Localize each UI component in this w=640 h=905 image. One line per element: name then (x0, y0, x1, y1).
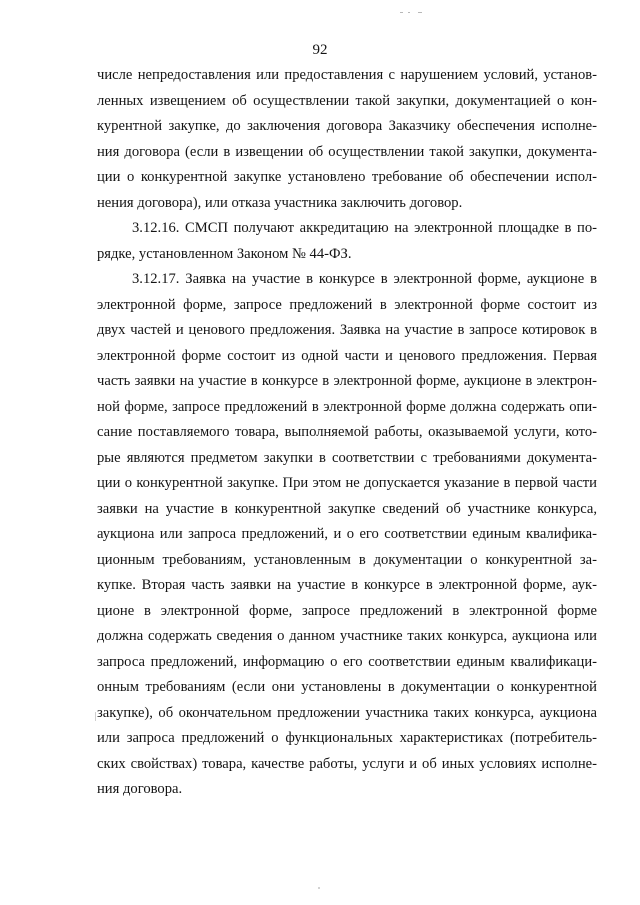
text-line: ленных извещением об осуществлении такой закупки, документацией о кон- (97, 92, 597, 109)
text-line: ционе в электронной форме, запросе предложений в электронной форме (97, 602, 597, 619)
text-line: сание поставляемого товара, выполняемой работы, оказываемой услуги, кото- (97, 424, 597, 440)
text-line: закупке), об окончательном предложении участника таких конкурса, аукциона (97, 704, 597, 721)
text-line-section-3-12-16: 3.12.16. СМСП получают аккредитацию на электронной площадке в по- (132, 220, 597, 236)
text-line: ной форме, запросе предложений в электронной форме должна содержать опи- (97, 398, 597, 415)
text-line: запроса предложений, информацию о его соответствии единым квалификаци- (97, 653, 597, 670)
text-line: двух частей и ценового предложения. Заявка на участие в запросе котировок в (97, 322, 597, 338)
text-line: электронной форме состоит из одной части и ценового предложения. Первая (97, 347, 597, 364)
text-line: ционным требованиям, установленным в документации о конкурентной за- (97, 551, 597, 568)
text-line: ния договора (если в извещении об осуществлении такой закупки, документа- (97, 143, 597, 160)
text-line: рядке, установленном Законом № 44-ФЗ. (97, 245, 352, 262)
text-line: или запроса предложений о функциональных характеристиках (потребитель- (97, 730, 597, 746)
text-line: ских свойствах) товара, качестве работы, услуги и об иных условиях исполне- (97, 755, 597, 772)
text-line: должна содержать сведения о данном участнике таких конкурса, аукциона или (97, 628, 597, 644)
text-line: онным требованиям (если они установлены в документации о конкурентной (97, 679, 597, 695)
text-line: ции о конкурентной закупке установлено требование об обеспечении испол- (97, 169, 597, 185)
page-number: 92 (312, 42, 328, 58)
scan-artifact-margin-tick (95, 712, 96, 721)
text-line: часть заявки на участие в конкурсе в электронной форме, аукционе в электрон- (97, 373, 597, 389)
text-line: курентной закупке, до заключения договора Заказчику обеспечения исполне- (97, 118, 597, 134)
text-line-section-3-12-17: 3.12.17. Заявка на участие в конкурсе в электронной форме, аукционе в (132, 271, 597, 287)
text-line: аукциона или запроса предложений, и о его соответствии единым квалифика- (97, 526, 597, 542)
scan-artifact-dot (318, 887, 320, 889)
text-line: ции о конкурентной закупке. При этом не допускается указание в первой части (97, 475, 597, 491)
body-text (97, 63, 597, 803)
text-line: рые являются предметом закупки в соответствии с требованиями документа- (97, 449, 597, 466)
text-line: заявки на участие в конкурентной закупке сведений об участнике конкурса, (97, 500, 597, 517)
text-line: электронной форме, запросе предложений в электронной форме состоит из (97, 296, 597, 313)
text-line: купке. Вторая часть заявки на участие в конкурсе в электронной форме, аук- (97, 577, 597, 593)
text-line: ния договора. (97, 781, 183, 797)
text-line: числе непредоставления или предоставления с нарушением условий, установ- (97, 67, 597, 83)
text-line: нения договора), или отказа участника заключить договор. (97, 194, 463, 211)
scan-artifact-mark (400, 12, 430, 16)
